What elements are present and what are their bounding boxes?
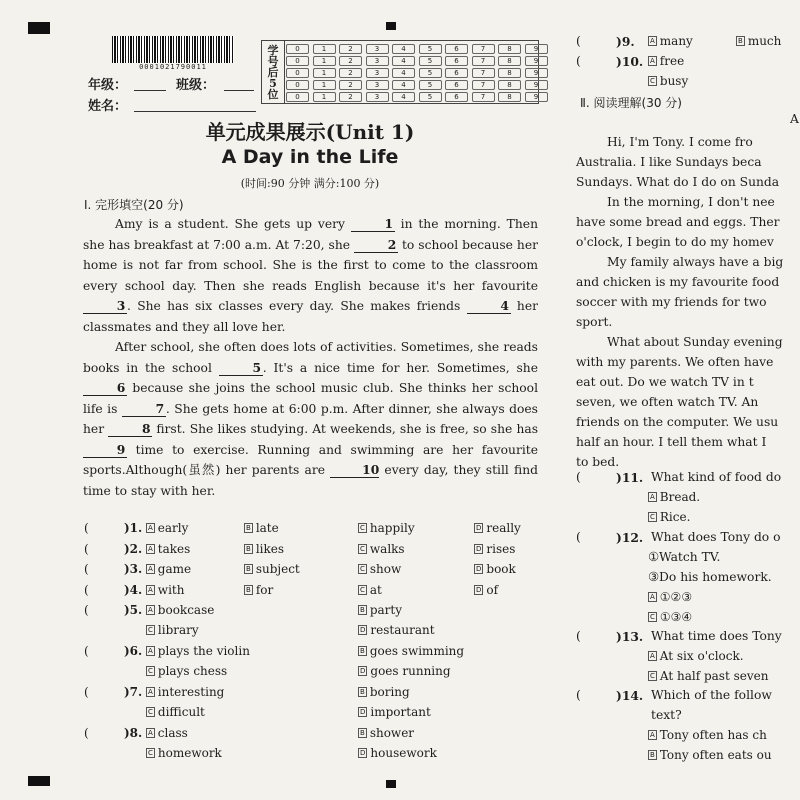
statement-3: ③Do his homework. [648, 570, 772, 584]
question-number: )13. [616, 629, 644, 644]
option-c[interactable]: C walks [360, 541, 405, 556]
option-letter: A [148, 729, 153, 737]
answer-paren[interactable]: ( [84, 685, 89, 699]
option-b[interactable]: B for [246, 582, 274, 597]
option-letter: B [650, 751, 655, 759]
reading-line: soccer with my friends for two [576, 295, 767, 309]
question-number: )6. [124, 644, 143, 658]
answer-paren[interactable]: ( [576, 34, 581, 48]
question-text: What does Tony do o [651, 530, 781, 544]
barcode-number: 0001021790011 [139, 63, 207, 71]
option-letter: A [650, 652, 655, 660]
option-a[interactable]: A interesting [148, 685, 225, 699]
student-id-bubble[interactable]: 6 [445, 92, 468, 102]
option-letter: A [148, 524, 153, 532]
question-text-cont: text? [651, 708, 682, 722]
passage-heading: A [790, 112, 799, 126]
reading-line: with my parents. We often have [576, 355, 774, 369]
student-id-bubble[interactable]: 6 [445, 68, 468, 78]
question-number: )8. [124, 726, 143, 740]
question-number: )5. [124, 603, 143, 617]
student-id-bubble[interactable]: 5 [419, 44, 442, 54]
option-c[interactable]: C busy [650, 74, 689, 88]
option-c[interactable]: C homework [148, 746, 222, 760]
question-text: What kind of food do [651, 470, 782, 484]
option-letter: A [148, 688, 153, 696]
class-label: 班级： [176, 78, 216, 93]
student-id-bubble[interactable]: 1 [313, 92, 336, 102]
option-letter: A [650, 593, 655, 601]
student-id-bubble[interactable]: 6 [445, 44, 468, 54]
option-c[interactable]: C happily [360, 521, 415, 535]
answer-paren[interactable]: ( [576, 470, 581, 484]
option-letter: D [476, 585, 482, 594]
option-letter: B [246, 524, 251, 532]
option-letter: A [148, 647, 153, 655]
student-id-bubble[interactable]: 3 [366, 56, 389, 66]
student-id-bubble[interactable]: 0 [286, 44, 309, 54]
question-number: )4. [124, 582, 143, 597]
option-letter: D [476, 544, 482, 553]
question-number: )11. [616, 470, 644, 485]
option-a[interactable]: A Tony often has ch [650, 728, 767, 742]
student-id-bubble[interactable]: 7 [472, 44, 495, 54]
reading-line: What about Sunday evening [607, 335, 783, 349]
option-letter: C [650, 613, 655, 621]
student-id-bubble[interactable]: 6 [445, 56, 468, 66]
answer-paren[interactable]: ( [576, 54, 581, 68]
cloze-passage [83, 214, 538, 501]
student-id-row [286, 79, 551, 91]
option-letter: B [738, 37, 743, 45]
registration-mark-bottom-left [28, 776, 50, 786]
student-id-bubble[interactable]: 5 [419, 80, 442, 90]
question-number: )14. [616, 688, 644, 703]
student-id-bubble[interactable]: 0 [286, 68, 309, 78]
cloze-blank-9[interactable]: 9 [83, 443, 127, 458]
cloze-blank-6[interactable]: 6 [83, 381, 127, 396]
reading-line: friends on the computer. We usu [576, 415, 779, 429]
option-b[interactable]: B much [738, 34, 782, 48]
student-id-bubble[interactable]: 5 [419, 92, 442, 102]
answer-paren[interactable]: ( [84, 726, 89, 740]
option-letter: C [148, 626, 153, 634]
option-b[interactable]: B Tony often eats ou [650, 748, 772, 762]
passage-paragraph-1: Amy is a student. She gets up very 1 in the morning. Then she has breakfast at 7:00 a.m. At 7:20, she 2 to school because her home is not far from school. She is the first to come to the classroom every school day. Then she reads English because it's her favourite 3 . She has six classes every day. She makes friends 4 her classmates and they all love her. [83, 216, 539, 334]
option-a[interactable]: A game [148, 562, 192, 576]
student-id-bubble[interactable]: 5 [419, 56, 442, 66]
option-a[interactable]: A many [650, 34, 693, 48]
reading-line: Sundays. What do I do on Sunda [576, 175, 780, 189]
student-id-bubble[interactable]: 7 [472, 92, 495, 102]
section-reading-heading: Ⅱ. 阅读理解(30 分) [580, 96, 682, 110]
option-c[interactable]: C ①③④ [650, 610, 693, 624]
student-id-bubble[interactable]: 1 [313, 80, 336, 90]
option-letter: A [148, 544, 153, 553]
option-letter: B [246, 585, 251, 594]
option-letter: C [360, 524, 365, 532]
option-letter: C [650, 672, 655, 680]
option-d[interactable]: D of [476, 582, 499, 597]
option-b[interactable]: B goes swimming [360, 644, 465, 658]
question-number: )1. [124, 521, 143, 535]
option-letter: D [360, 708, 366, 716]
option-letter: D [476, 524, 482, 532]
option-a[interactable]: A takes [148, 541, 191, 556]
grade-field[interactable] [134, 76, 166, 91]
reading-line: half an hour. I tell them what I [576, 435, 767, 449]
question-number: )2. [124, 541, 143, 556]
reading-line: sport. [576, 315, 613, 329]
answer-paren[interactable]: ( [576, 629, 581, 643]
student-id-bubble[interactable]: 1 [313, 56, 336, 66]
option-c[interactable]: C Rice. [650, 510, 691, 524]
reading-line: have some bread and eggs. Ther [576, 215, 780, 229]
reading-line: eat out. Do we watch TV in t [576, 375, 754, 389]
option-letter: A [650, 57, 655, 65]
option-letter: C [360, 544, 365, 553]
option-a[interactable]: A with [148, 582, 185, 597]
passage-paragraph-2: After school, she often does lots of activities. Sometimes, she reads books in the school 5 . It's a nice time for her. Sometimes, she 6 because she joins the school music club. She thinks her school life is 7 . She gets home at 6:00 p.m. After dinner, she always does her 8 first. She likes studying. At weekends, she is free, so she has 9 time to exercise. Running and swimming are her favourite sports.Although(虽然) her parents are 10 every day, they still find time to stay with her. [83, 340, 539, 498]
student-id-bubble[interactable]: 9 [525, 68, 548, 78]
student-id-bubble[interactable]: 7 [472, 56, 495, 66]
option-letter: D [360, 667, 366, 675]
student-id-bubble[interactable]: 9 [525, 56, 548, 66]
option-letter: C [360, 585, 365, 594]
option-letter: D [360, 749, 366, 757]
student-id-bubble[interactable]: 2 [339, 80, 362, 90]
option-d[interactable]: D goes running [360, 664, 451, 678]
option-a[interactable]: A ①②③ [650, 590, 693, 604]
student-id-bubble[interactable]: 9 [525, 44, 548, 54]
student-id-bubble[interactable]: 4 [392, 80, 415, 90]
option-letter: A [650, 37, 655, 45]
answer-paren[interactable]: ( [84, 541, 89, 556]
reading-line: Australia. I like Sundays beca [576, 155, 762, 169]
answer-paren[interactable]: ( [84, 521, 89, 535]
option-c[interactable]: C difficult [148, 705, 205, 719]
option-d[interactable]: D restaurant [360, 623, 435, 637]
grade-label: 年级： [88, 78, 128, 93]
question-number: )9. [616, 34, 635, 49]
option-c[interactable]: C At half past seven [650, 669, 769, 683]
student-id-bubble[interactable]: 3 [366, 44, 389, 54]
option-d[interactable]: D book [476, 562, 516, 576]
registration-mark-top [386, 22, 396, 30]
student-id-label: 学 号 后 5 位 [262, 41, 285, 103]
option-letter: B [360, 647, 365, 655]
student-id-bubble[interactable]: 6 [445, 80, 468, 90]
option-c[interactable]: C at [360, 582, 382, 597]
option-letter: D [360, 626, 366, 634]
student-id-grid [261, 40, 539, 104]
answer-paren[interactable]: ( [84, 562, 89, 576]
reading-line: o'clock, I begin to do my homev [576, 235, 774, 249]
option-letter: C [148, 667, 153, 675]
answer-paren[interactable]: ( [576, 688, 581, 702]
student-id-bubble[interactable]: 4 [392, 92, 415, 102]
option-a[interactable]: A free [650, 54, 685, 68]
question-text: Which of the follow [651, 688, 772, 702]
reading-line: seven, we often watch TV. An [576, 395, 759, 409]
answer-paren[interactable]: ( [84, 582, 89, 597]
option-a[interactable]: A class [148, 726, 188, 740]
reading-line: My family always have a big [607, 255, 784, 269]
option-a[interactable]: A plays the violin [148, 644, 250, 658]
student-id-bubble[interactable]: 8 [498, 56, 521, 66]
exam-meta: (时间:90 分钟 满分:100 分) [240, 177, 380, 190]
answer-paren[interactable]: ( [84, 644, 89, 658]
name-field[interactable] [134, 97, 256, 112]
option-letter: A [650, 731, 655, 739]
page-subtitle: A Day in the Life [221, 146, 399, 168]
reading-line: and chicken is my favourite food [576, 275, 780, 289]
question-number: )10. [616, 54, 644, 69]
question-number: )3. [124, 562, 143, 576]
cloze-blank-8[interactable]: 8 [108, 422, 152, 437]
student-id-bubble[interactable]: 5 [419, 68, 442, 78]
student-id-bubble[interactable]: 8 [498, 92, 521, 102]
reading-line: Hi, I'm Tony. I come fro [607, 135, 753, 149]
question-text: What time does Tony [651, 629, 782, 643]
option-d[interactable]: D rises [476, 541, 516, 556]
cloze-blank-5[interactable]: 5 [219, 361, 263, 376]
option-c[interactable]: C library [148, 623, 199, 637]
registration-mark-top-left [28, 22, 50, 34]
student-id-bubble[interactable]: 2 [339, 68, 362, 78]
option-letter: A [650, 493, 655, 501]
option-b[interactable]: B subject [246, 562, 300, 576]
answer-paren[interactable]: ( [84, 603, 89, 617]
option-letter: B [360, 688, 365, 696]
option-letter: A [148, 565, 153, 573]
option-b[interactable]: B late [246, 521, 279, 535]
registration-mark-bottom [386, 780, 396, 788]
cloze-blank-7[interactable]: 7 [122, 402, 166, 417]
student-id-bubble[interactable]: 7 [472, 68, 495, 78]
option-d[interactable]: D really [476, 521, 521, 535]
student-id-bubble[interactable]: 2 [339, 44, 362, 54]
student-id-bubble[interactable]: 7 [472, 80, 495, 90]
student-id-bubble[interactable]: 3 [366, 92, 389, 102]
option-letter: C [650, 513, 655, 521]
statement-1: ①Watch TV. [648, 550, 721, 564]
option-d[interactable]: D housework [360, 746, 437, 760]
option-b[interactable]: B shower [360, 726, 415, 740]
student-id-bubble[interactable]: 8 [498, 80, 521, 90]
option-letter: B [360, 729, 365, 737]
student-id-bubble[interactable]: 2 [339, 92, 362, 102]
option-b[interactable]: B party [360, 603, 402, 617]
student-id-bubble[interactable]: 3 [366, 80, 389, 90]
option-b[interactable]: B likes [246, 541, 285, 556]
student-id-bubble[interactable]: 4 [392, 68, 415, 78]
student-id-row [286, 43, 551, 55]
option-letter: B [246, 544, 251, 553]
question-number: )12. [616, 530, 644, 545]
student-id-bubble[interactable]: 9 [525, 80, 548, 90]
student-id-bubble[interactable]: 4 [392, 44, 415, 54]
option-letter: C [650, 77, 655, 85]
student-id-bubble[interactable]: 0 [286, 56, 309, 66]
cloze-blank-1[interactable]: 1 [351, 217, 395, 232]
option-c[interactable]: C show [360, 562, 402, 576]
answer-paren[interactable]: ( [576, 530, 581, 544]
name-label: 姓名： [88, 99, 128, 114]
option-letter: A [148, 606, 153, 614]
barcode [112, 36, 234, 63]
section-cloze-heading: Ⅰ. 完形填空(20 分) [84, 198, 184, 212]
student-id-bubble[interactable]: 1 [313, 44, 336, 54]
option-a[interactable]: A early [148, 521, 189, 535]
option-letter: B [360, 606, 365, 614]
option-letter: B [246, 565, 251, 573]
cloze-blank-4[interactable]: 4 [467, 299, 511, 314]
reading-line: In the morning, I don't nee [607, 195, 775, 209]
option-a[interactable]: A At six o'clock. [650, 649, 744, 663]
student-id-bubble[interactable]: 9 [525, 92, 548, 102]
option-a[interactable]: A Bread. [650, 490, 701, 504]
student-id-bubble[interactable]: 0 [286, 92, 309, 102]
student-id-bubble[interactable]: 8 [498, 68, 521, 78]
option-b[interactable]: B boring [360, 685, 410, 699]
option-letter: D [476, 565, 482, 573]
student-id-bubble[interactable]: 0 [286, 80, 309, 90]
student-id-bubble[interactable]: 3 [366, 68, 389, 78]
cloze-blank-2[interactable]: 2 [354, 238, 398, 253]
option-letter: C [148, 708, 153, 716]
student-id-row [286, 91, 551, 103]
class-field[interactable] [224, 76, 254, 91]
cloze-blank-10[interactable]: 10 [330, 463, 379, 478]
option-letter: C [148, 749, 153, 757]
cloze-blank-3[interactable]: 3 [83, 299, 127, 314]
student-id-bubble[interactable]: 8 [498, 44, 521, 54]
reading-line: to bed. [576, 455, 620, 469]
option-c[interactable]: C plays chess [148, 664, 228, 678]
student-id-row [286, 55, 551, 67]
option-d[interactable]: D important [360, 705, 431, 719]
option-letter: A [148, 585, 153, 594]
student-id-bubble[interactable]: 2 [339, 56, 362, 66]
question-number: )7. [124, 685, 143, 699]
student-id-bubble[interactable]: 1 [313, 68, 336, 78]
student-id-row [286, 67, 551, 79]
page-title: 单元成果展示(Unit 1) [205, 120, 415, 144]
student-id-bubble[interactable]: 4 [392, 56, 415, 66]
option-a[interactable]: A bookcase [148, 603, 215, 617]
option-letter: C [360, 565, 365, 573]
